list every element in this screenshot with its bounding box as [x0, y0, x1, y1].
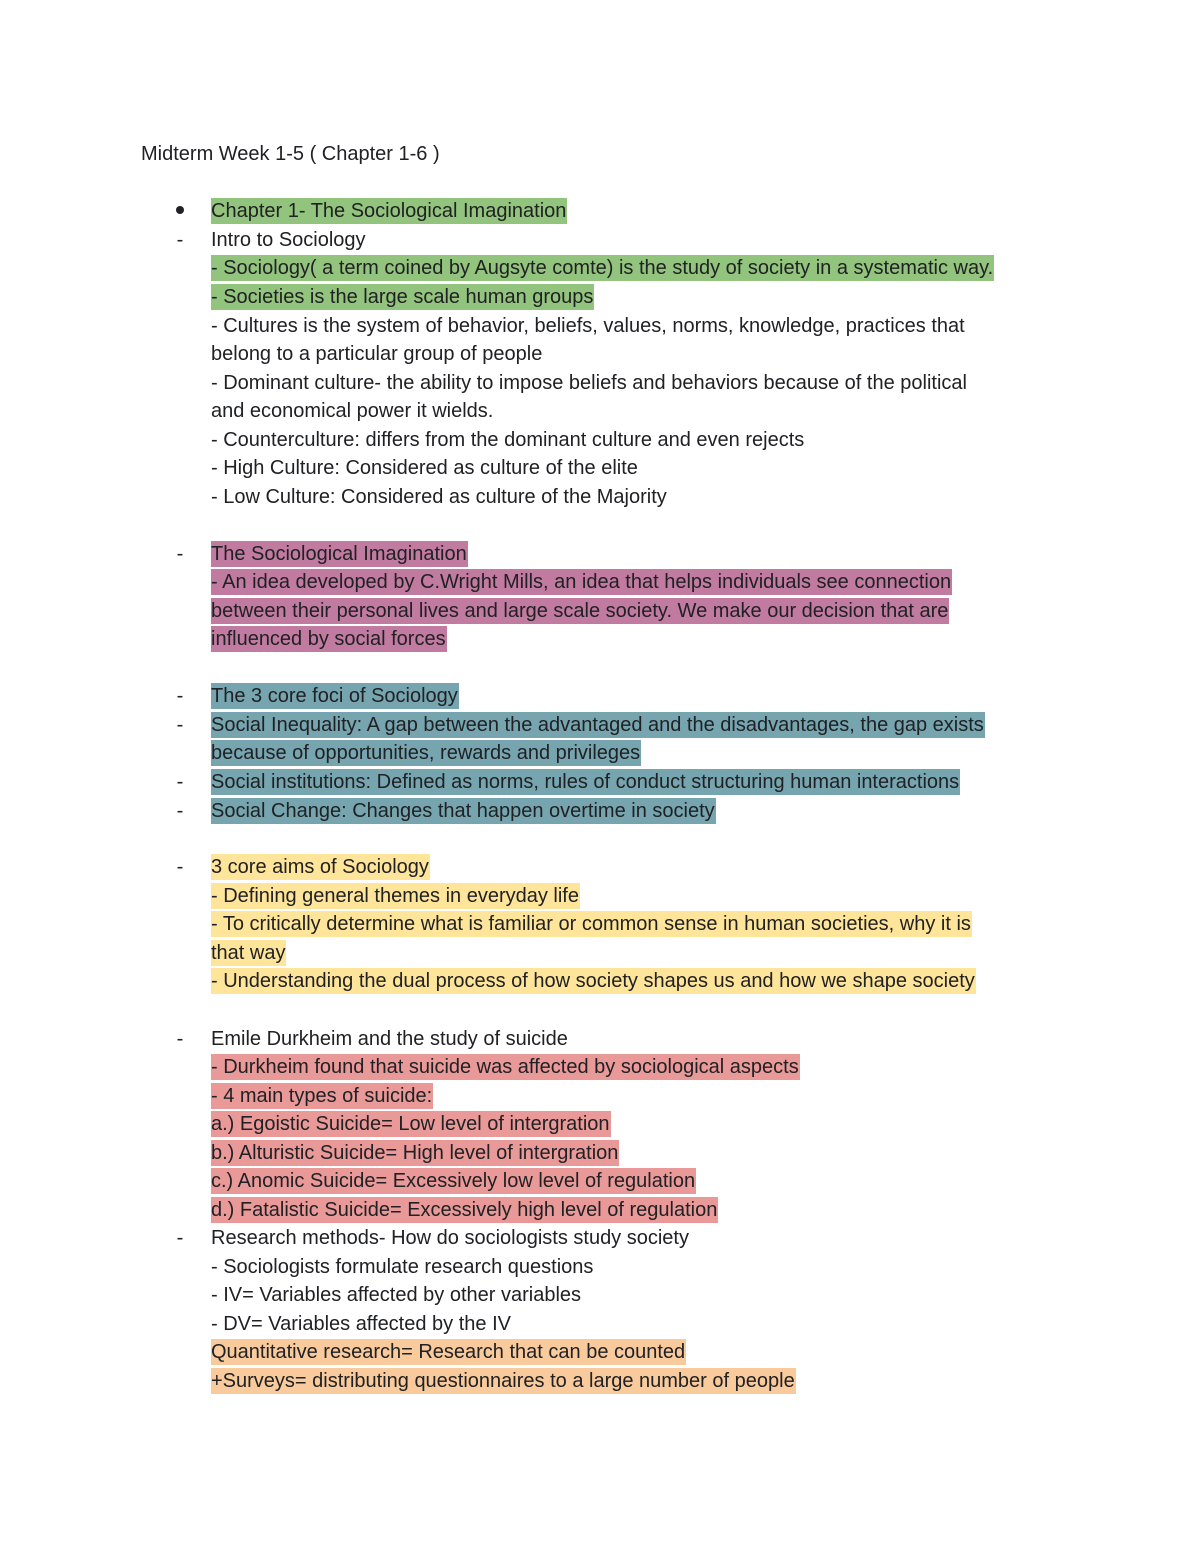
- note-line: influenced by social forces: [211, 628, 446, 650]
- note-line: belong to a particular group of people: [211, 343, 543, 365]
- note-line: Social Inequality: A gap between the advantaged and the disadvantages, the gap exists: [211, 714, 984, 736]
- intro-heading: Intro to Sociology: [211, 229, 366, 251]
- note-line: - Defining general themes in everyday life: [211, 885, 579, 907]
- note-line: - Sociologists formulate research questions: [211, 1256, 594, 1278]
- note-line: - Counterculture: differs from the dominant culture and even rejects: [211, 429, 805, 451]
- dash-marker: -: [176, 800, 184, 822]
- imagination-heading: The Sociological Imagination: [211, 543, 467, 565]
- dash-marker: -: [176, 771, 184, 793]
- dash-marker: -: [176, 1028, 184, 1050]
- note-line: - IV= Variables affected by other variables: [211, 1284, 582, 1306]
- bullet-dot: [170, 197, 190, 225]
- dash-marker: -: [176, 714, 184, 736]
- page-title: Midterm Week 1-5 ( Chapter 1-6 ): [141, 143, 440, 165]
- dash-marker: -: [176, 856, 184, 878]
- note-line: - An idea developed by C.Wright Mills, an idea that helps individuals see connection: [211, 571, 952, 593]
- research-heading: Research methods- How do sociologists study society: [211, 1227, 689, 1249]
- dash-marker: -: [176, 685, 184, 707]
- note-line: +Surveys= distributing questionnaires to a large number of people: [211, 1370, 795, 1392]
- note-line: - Sociology( a term coined by Augsyte comte) is the study of society in a systematic way.: [211, 257, 994, 279]
- note-line: Quantitative research= Research that can be counted: [211, 1341, 686, 1363]
- note-line: a.) Egoistic Suicide= Low level of intergration: [211, 1113, 610, 1135]
- note-line: because of opportunities, rewards and privileges: [211, 742, 641, 764]
- note-line: - Dominant culture- the ability to impose beliefs and behaviors because of the political: [211, 372, 967, 394]
- note-line: - Societies is the large scale human groups: [211, 286, 594, 308]
- aims-heading: 3 core aims of Sociology: [211, 856, 429, 878]
- note-line: - High Culture: Considered as culture of the elite: [211, 457, 638, 479]
- note-line: between their personal lives and large scale society. We make our decision that are: [211, 600, 949, 622]
- note-line: c.) Anomic Suicide= Excessively low level of regulation: [211, 1170, 696, 1192]
- note-line: Social institutions: Defined as norms, rules of conduct structuring human interactions: [211, 771, 960, 793]
- note-line: - Cultures is the system of behavior, beliefs, values, norms, knowledge, practices that: [211, 315, 965, 337]
- note-line: d.) Fatalistic Suicide= Excessively high level of regulation: [211, 1199, 718, 1221]
- dash-marker: -: [176, 1227, 184, 1249]
- chapter-heading: Chapter 1- The Sociological Imagination: [211, 200, 567, 222]
- note-line: - Understanding the dual process of how society shapes us and how we shape society: [211, 970, 975, 992]
- note-line: - Low Culture: Considered as culture of the Majority: [211, 486, 667, 508]
- note-line: and economical power it wields.: [211, 400, 494, 422]
- note-line: that way: [211, 942, 286, 964]
- note-line: - DV= Variables affected by the IV: [211, 1313, 511, 1335]
- dash-marker: -: [176, 229, 184, 251]
- note-line: - Durkheim found that suicide was affected by sociological aspects: [211, 1056, 799, 1078]
- dash-marker: -: [176, 543, 184, 565]
- note-line: b.) Alturistic Suicide= High level of intergration: [211, 1142, 619, 1164]
- note-line: - To critically determine what is familiar or common sense in human societies, why it is: [211, 913, 971, 935]
- durkheim-heading: Emile Durkheim and the study of suicide: [211, 1028, 568, 1050]
- note-line: - 4 main types of suicide:: [211, 1085, 433, 1107]
- note-line: Social Change: Changes that happen overtime in society: [211, 800, 715, 822]
- foci-heading: The 3 core foci of Sociology: [211, 685, 458, 707]
